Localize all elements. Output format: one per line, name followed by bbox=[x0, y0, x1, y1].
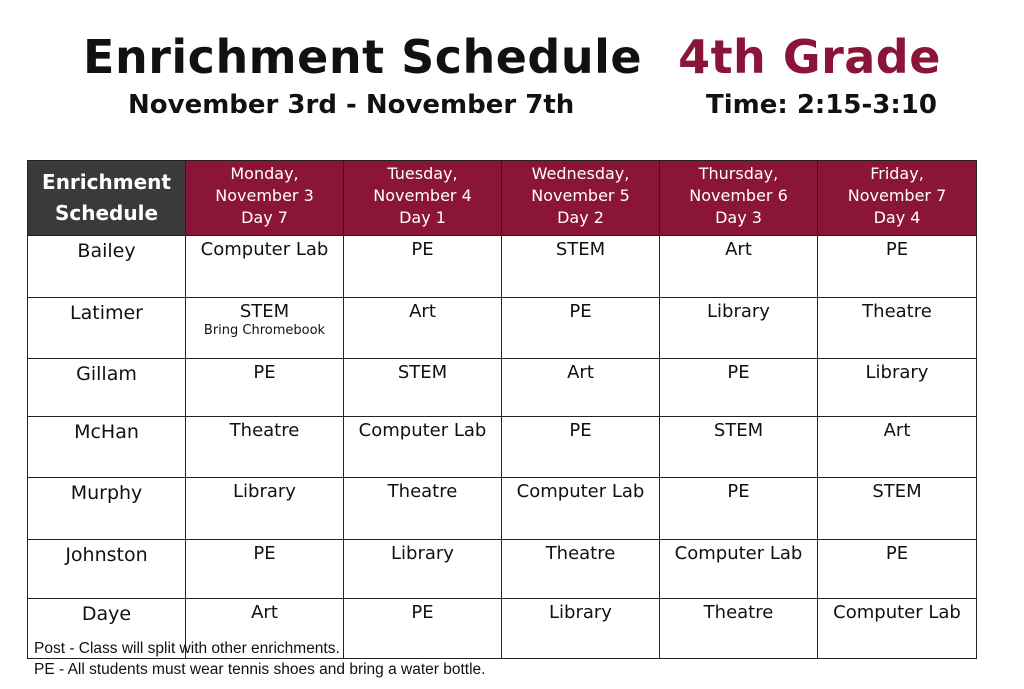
corner-header bbox=[28, 161, 186, 236]
day-name: Friday, bbox=[870, 164, 924, 183]
activity: Theatre bbox=[387, 481, 458, 502]
corner-line-2: Schedule bbox=[54, 201, 159, 225]
schedule-cell bbox=[660, 599, 818, 659]
title-row bbox=[0, 30, 1024, 84]
day-date: November 4 bbox=[373, 186, 472, 205]
activity: STEM bbox=[239, 301, 290, 322]
day-header-friday bbox=[818, 161, 977, 236]
activity: Theatre bbox=[545, 543, 616, 564]
table-row bbox=[28, 298, 977, 359]
schedule-cell bbox=[660, 359, 818, 417]
time-range: Time: 2:15-3:10 bbox=[706, 90, 937, 120]
schedule-cell bbox=[502, 236, 660, 298]
schedule-cell bbox=[660, 478, 818, 540]
day-name: Monday, bbox=[230, 164, 299, 183]
activity: PE bbox=[885, 543, 909, 564]
schedule-cell bbox=[660, 236, 818, 298]
teacher-name: Bailey bbox=[28, 236, 186, 298]
activity: Computer Lab bbox=[358, 420, 487, 441]
schedule-cell bbox=[660, 540, 818, 599]
header-row bbox=[28, 161, 977, 236]
teacher-name: Daye bbox=[28, 599, 186, 659]
teacher-name: McHan bbox=[28, 417, 186, 478]
table-row bbox=[28, 417, 977, 478]
table-row bbox=[28, 540, 977, 599]
footnote-pe: PE - All students must wear tennis shoes and bring a water bottle. bbox=[34, 661, 486, 678]
activity: PE bbox=[727, 362, 750, 383]
schedule-cell bbox=[186, 540, 344, 599]
day-header-thursday bbox=[660, 161, 818, 236]
activity: Art bbox=[725, 239, 752, 260]
schedule-cell bbox=[818, 359, 977, 417]
activity: Library bbox=[865, 362, 929, 383]
day-date: November 6 bbox=[689, 186, 788, 205]
schedule-cell bbox=[344, 540, 502, 599]
schedule-cell bbox=[186, 478, 344, 540]
activity: Library bbox=[707, 301, 770, 322]
day-name: Thursday, bbox=[698, 164, 779, 183]
activity: STEM bbox=[872, 481, 922, 502]
teacher-name: Johnston bbox=[28, 540, 186, 599]
schedule-cell bbox=[186, 359, 344, 417]
table-row bbox=[28, 478, 977, 540]
day-rotation: Day 7 bbox=[241, 208, 288, 227]
day-rotation: Day 1 bbox=[399, 208, 446, 227]
corner-line-1: Enrichment bbox=[42, 170, 171, 194]
schedule-cell bbox=[818, 236, 977, 298]
schedule-cell bbox=[344, 298, 502, 359]
activity: Library bbox=[549, 602, 612, 623]
schedule-cell bbox=[502, 478, 660, 540]
activity: STEM bbox=[713, 420, 764, 441]
schedule-cell bbox=[344, 236, 502, 298]
activity: PE bbox=[253, 362, 276, 383]
activity: PE bbox=[727, 481, 750, 502]
activity: Art bbox=[409, 301, 436, 322]
schedule-cell bbox=[344, 417, 502, 478]
day-header-wednesday bbox=[502, 161, 660, 236]
schedule-cell bbox=[502, 540, 660, 599]
activity: Computer Lab bbox=[200, 239, 329, 260]
activity: Theatre bbox=[862, 301, 932, 322]
teacher-name: Gillam bbox=[28, 359, 186, 417]
schedule-cell bbox=[344, 478, 502, 540]
schedule-cell bbox=[818, 540, 977, 599]
activity: PE bbox=[885, 239, 909, 260]
day-header-tuesday bbox=[344, 161, 502, 236]
schedule-cell bbox=[818, 417, 977, 478]
activity: PE bbox=[411, 602, 434, 623]
schedule-cell bbox=[186, 298, 344, 359]
activity: Art bbox=[567, 362, 594, 383]
day-rotation: Day 2 bbox=[557, 208, 604, 227]
footnote-post: Post - Class will split with other enrichments. bbox=[34, 640, 340, 657]
activity: STEM bbox=[555, 239, 606, 260]
activity: Theatre bbox=[703, 602, 774, 623]
day-name: Tuesday, bbox=[387, 164, 458, 183]
activity: PE bbox=[569, 301, 592, 322]
schedule-cell bbox=[502, 359, 660, 417]
day-rotation: Day 3 bbox=[715, 208, 762, 227]
table-row bbox=[28, 359, 977, 417]
schedule-cell bbox=[818, 298, 977, 359]
activity: Library bbox=[391, 543, 454, 564]
page-title: Enrichment Schedule bbox=[83, 30, 643, 84]
schedule-cell bbox=[818, 599, 977, 659]
day-date: November 7 bbox=[847, 186, 947, 205]
schedule-cell bbox=[660, 417, 818, 478]
day-date: November 5 bbox=[531, 186, 630, 205]
schedule-cell bbox=[186, 236, 344, 298]
activity: Art bbox=[251, 602, 278, 623]
footnotes bbox=[34, 638, 485, 680]
teacher-name: Latimer bbox=[28, 298, 186, 359]
schedule-cell bbox=[344, 359, 502, 417]
activity: PE bbox=[569, 420, 592, 441]
activity: Computer Lab bbox=[833, 602, 961, 623]
schedule-cell bbox=[502, 599, 660, 659]
day-date: November 3 bbox=[215, 186, 314, 205]
table-row bbox=[28, 236, 977, 298]
week-dates: November 3rd - November 7th bbox=[128, 90, 575, 120]
activity: Theatre bbox=[229, 420, 300, 441]
schedule-cell bbox=[660, 298, 818, 359]
activity-note: Bring Chromebook bbox=[203, 323, 326, 338]
schedule-cell bbox=[502, 298, 660, 359]
grade-title: 4th Grade bbox=[678, 30, 941, 84]
activity: STEM bbox=[397, 362, 448, 383]
schedule-table bbox=[27, 160, 977, 659]
activity: Computer Lab bbox=[674, 543, 803, 564]
schedule-cell bbox=[818, 478, 977, 540]
activity: Library bbox=[233, 481, 296, 502]
teacher-name: Murphy bbox=[28, 478, 186, 540]
activity: PE bbox=[253, 543, 276, 564]
day-header-monday bbox=[186, 161, 344, 236]
day-name: Wednesday, bbox=[531, 164, 630, 183]
activity: PE bbox=[411, 239, 434, 260]
schedule-cell bbox=[502, 417, 660, 478]
activity: Art bbox=[883, 420, 911, 441]
schedule-cell bbox=[186, 417, 344, 478]
day-rotation: Day 4 bbox=[873, 208, 921, 227]
activity: Computer Lab bbox=[516, 481, 645, 502]
